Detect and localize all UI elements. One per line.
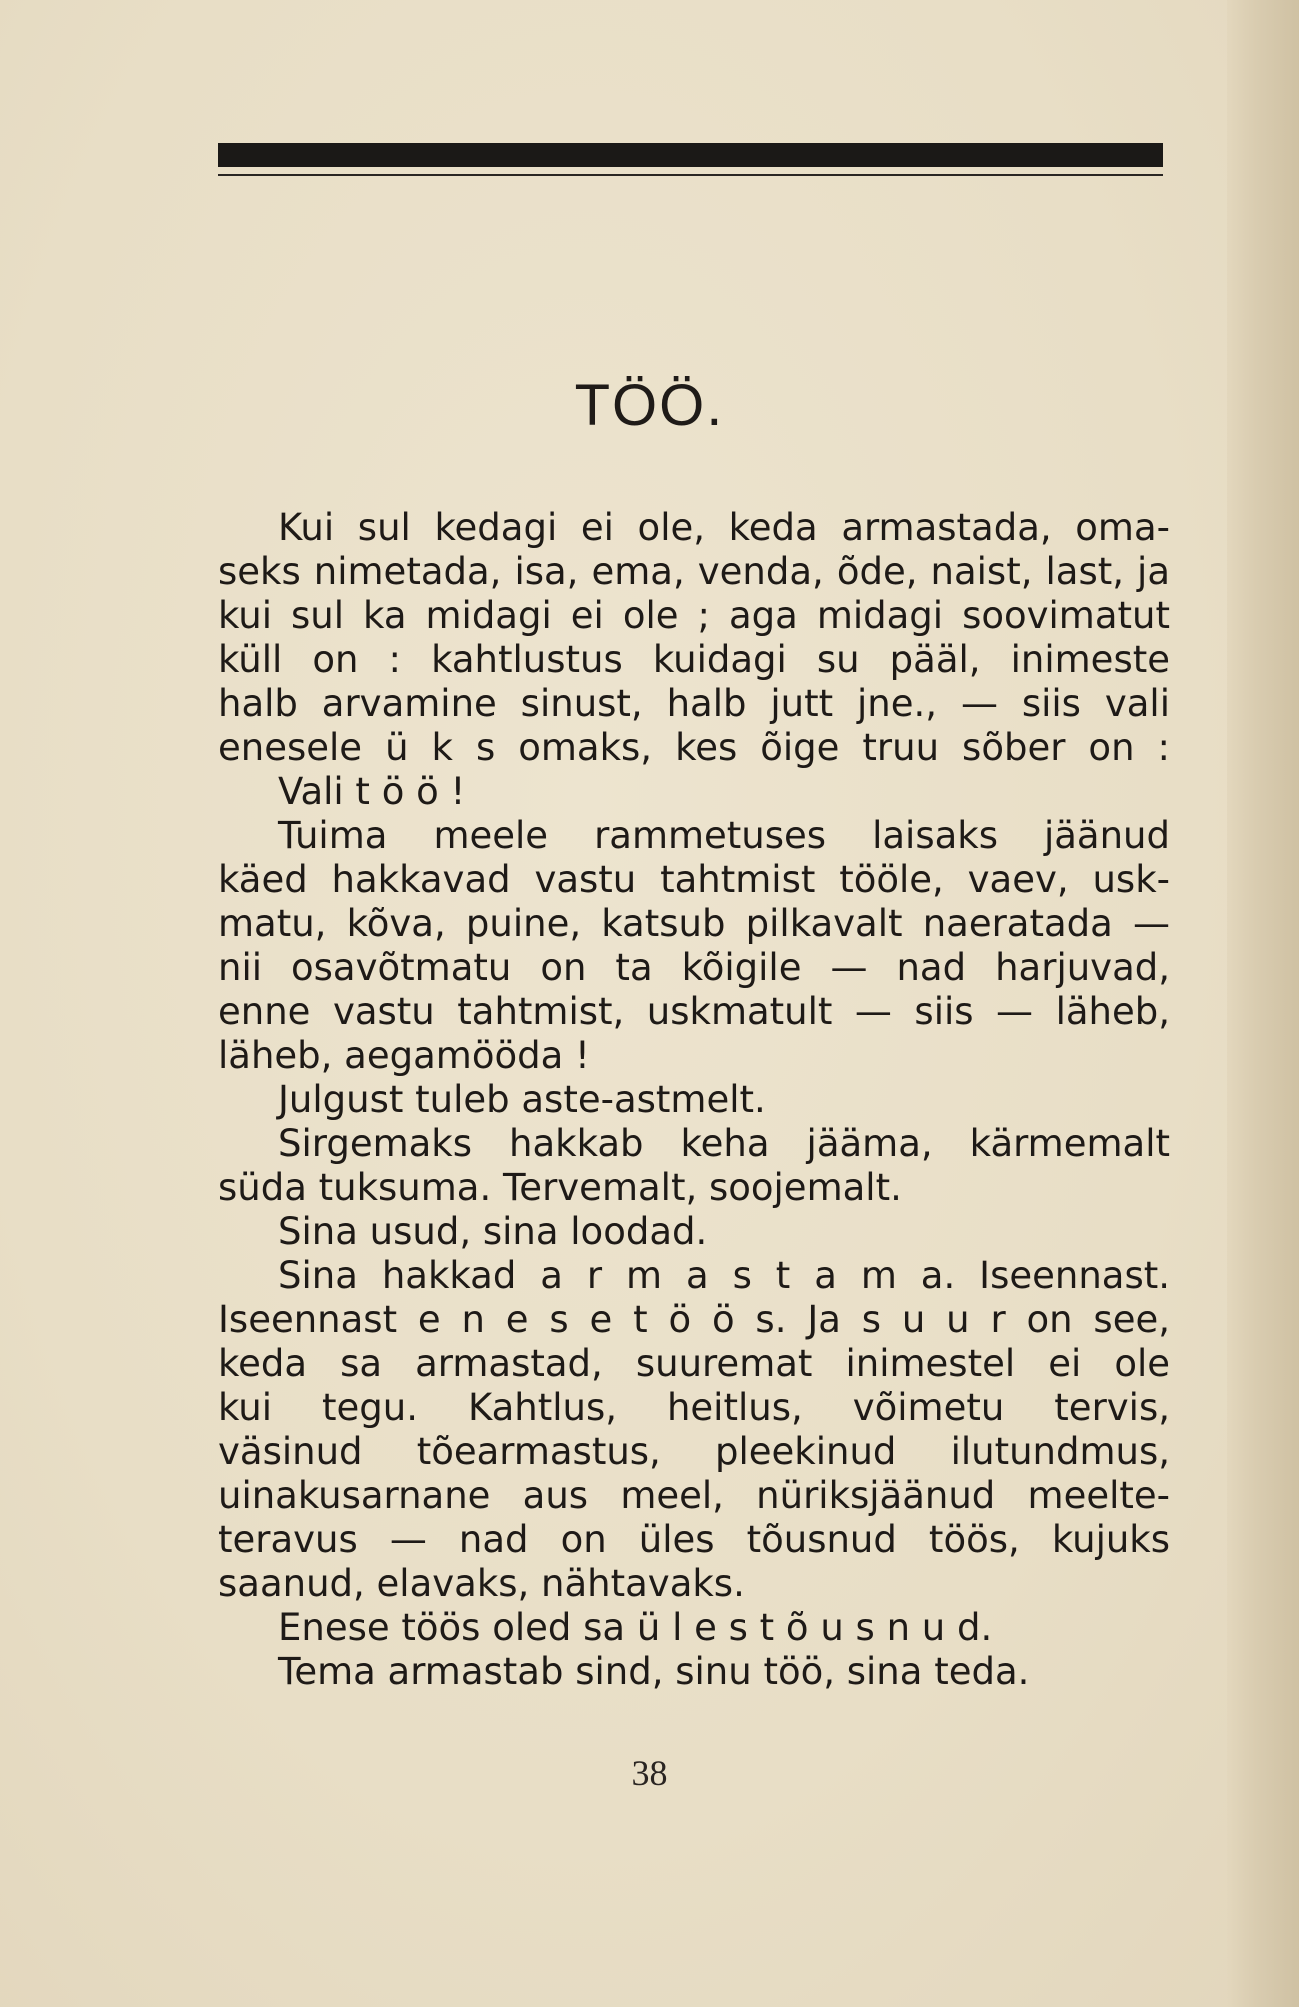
- text-line: Julgust tuleb aste-astmelt.: [278, 1078, 766, 1121]
- text-line: uinakusarnane aus meel, nüriksjäänud meelte-: [218, 1474, 1170, 1517]
- text-line: Sirgemaks hakkab keha jääma, kärmemalt: [278, 1122, 1170, 1165]
- text-line: Sina hakkad a r m a s t a m a. Iseennast.: [278, 1254, 1170, 1297]
- text-line: seks nimetada, isa, ema, venda, õde, naist, last, ja: [218, 550, 1170, 593]
- text-line: Kui sul kedagi ei ole, keda armastada, oma-: [278, 506, 1170, 549]
- text-line: küll on : kahtlustus kuidagi su pääl, inimeste: [218, 638, 1170, 681]
- decorative-rule-line: [218, 174, 1163, 176]
- text-line: kui tegu. Kahtlus, heitlus, võimetu tervis,: [218, 1386, 1170, 1429]
- text-line: nii osavõtmatu on ta kõigile — nad harjuvad,: [218, 946, 1170, 989]
- text-line: Sina usud, sina loodad.: [278, 1210, 708, 1253]
- text-line: kui sul ka midagi ei ole ; aga midagi soovimatut: [218, 594, 1170, 637]
- decorative-rule-bar: [218, 143, 1163, 167]
- text-line: väsinud tõearmastus, pleekinud ilutundmus,: [218, 1430, 1170, 1473]
- text-line: Tema armastab sind, sinu töö, sina teda.: [278, 1650, 1030, 1693]
- text-line: saanud, elavaks, nähtavaks.: [218, 1562, 745, 1605]
- body-text: [218, 506, 1170, 1694]
- text-line: süda tuksuma. Tervemalt, soojemalt.: [218, 1166, 902, 1209]
- text-line: käed hakkavad vastu tahtmist tööle, vaev, usk-: [218, 858, 1170, 901]
- text-line: läheb, aegamööda !: [218, 1034, 590, 1077]
- text-line: enesele ü k s omaks, kes õige truu sõber on :: [218, 726, 1170, 769]
- text-line: keda sa armastad, suuremat inimestel ei ole: [218, 1342, 1170, 1385]
- page-edge-shadow: [1227, 0, 1299, 2007]
- text-line: Tuima meele rammetuses laisaks jäänud: [278, 814, 1170, 857]
- text-line: Enese töös oled sa ü l e s t õ u s n u d.: [278, 1606, 993, 1649]
- text-line: teravus — nad on üles tõusnud töös, kujuks: [218, 1518, 1170, 1561]
- text-line: matu, kõva, puine, katsub pilkavalt naeratada —: [218, 902, 1170, 945]
- chapter-title: TÖÖ.: [574, 373, 725, 438]
- text-line: Vali t ö ö !: [278, 770, 466, 813]
- page-number: 38: [631, 1753, 668, 1793]
- text-line: Iseennast e n e s e t ö ö s. Ja s u u r on see,: [218, 1298, 1170, 1341]
- text-line: enne vastu tahtmist, uskmatult — siis — läheb,: [218, 990, 1170, 1033]
- text-line: halb arvamine sinust, halb jutt jne., — siis vali: [218, 682, 1170, 725]
